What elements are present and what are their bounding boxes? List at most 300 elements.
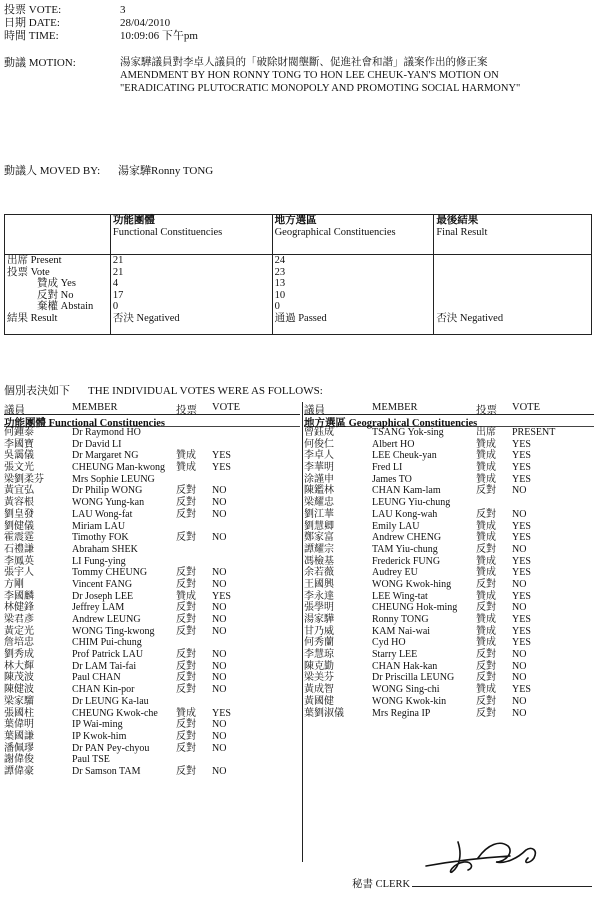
member-name-en: Jeffrey LAM [72,602,125,614]
member-row [4,708,300,720]
member-name-en: Dr Priscilla LEUNG [372,672,455,684]
member-vote-zh: 贊成 [476,462,496,474]
member-row [304,649,594,661]
member-vote-en: NO [212,567,227,579]
member-name-en: WONG Yung-kan [72,497,145,509]
member-name-en: Paul TSE [72,754,110,766]
member-name-zh: 湯家驊 [304,614,334,625]
motion-label: 動議 MOTION: [4,57,76,69]
summary-body-row [5,255,592,335]
member-vote-zh: 反對 [176,684,196,696]
member-name-en: Mrs Regina IP [372,707,431,719]
member-name-zh: 李國寶 [4,438,34,450]
header-vote-zh: 投票 [176,405,197,416]
individual-votes-table [4,402,592,862]
member-vote-zh: 反對 [176,672,196,684]
motion-title-en-2: "ERADICATING PLUTOCRATIC MONOPOLY AND PROMOTING SOCIAL HARMONY" [120,83,521,94]
member-vote-en: YES [512,438,531,450]
member-name-zh: 甘乃威 [304,625,334,637]
member-vote-zh: 出席 [476,427,496,438]
member-row [304,567,594,579]
member-vote-en: YES [512,555,531,567]
member-row [304,497,594,509]
member-vote-en: PRESENT [512,427,556,438]
member-vote-en: YES [212,707,231,719]
member-vote-en: NO [212,742,227,754]
member-vote-en: NO [512,649,527,661]
member-row [304,462,594,474]
member-vote-zh: 反對 [476,660,496,672]
member-vote-en: NO [212,730,227,742]
member-row [304,474,594,486]
member-name-zh: 劉秀成 [4,649,34,661]
member-vote-en: YES [512,532,531,544]
member-vote-en: NO [212,485,227,497]
member-vote-en: YES [212,450,231,462]
member-row [4,579,300,591]
header-member-zh: 議員 [304,405,325,416]
member-vote-en: YES [512,462,531,474]
member-name-zh: 何鍾泰 [4,427,34,438]
row-label-no: 反對 No [37,289,74,301]
member-name-zh: 李卓人 [304,450,334,462]
fc-present: 21 [112,255,124,266]
header-member-zh: 議員 [4,405,25,416]
member-name-en: LI Fung-ying [72,555,126,567]
member-name-zh: 馮檢基 [304,555,334,567]
gc-vote: 23 [274,266,286,278]
member-vote-en: YES [512,450,531,462]
member-name-zh: 劉健儀 [4,520,34,532]
member-row [4,509,300,521]
member-name-en: TSANG Yok-sing [372,427,444,438]
clerk-signature [418,828,548,878]
member-vote-zh: 贊成 [476,438,496,450]
member-name-zh: 劉江華 [304,508,334,520]
member-name-zh: 余若薇 [304,567,334,579]
gc-header-en: Geographical Constituencies [274,226,396,238]
member-name-en: WONG Ting-kwong [72,625,155,637]
member-name-en: WONG Sing-chi [372,684,440,696]
member-row [4,661,300,673]
member-vote-en: NO [512,543,527,555]
member-row [304,708,594,720]
member-vote-en: YES [512,473,531,485]
member-row [304,532,594,544]
member-name-en: Dr Margaret NG [72,450,139,462]
member-vote-zh: 贊成 [476,555,496,567]
row-label-abstain: 棄權 Abstain [37,301,94,312]
member-name-zh: 陳克勤 [304,660,334,672]
member-row [4,474,300,486]
member-row [4,544,300,556]
member-row [304,439,594,451]
member-name-zh: 梁耀忠 [304,497,334,509]
member-row [4,614,300,626]
member-vote-en: NO [212,578,227,590]
member-name-en: IP Wai-ming [72,719,123,731]
date-value: 28/04/2010 [120,17,171,29]
member-name-zh: 黃成智 [304,684,334,696]
member-vote-zh: 反對 [176,765,196,777]
fc-votes-header [4,402,300,415]
member-name-zh: 葉國謙 [4,730,34,742]
member-vote-zh: 贊成 [476,520,496,532]
gc-member-list [304,427,594,719]
gc-result: 通過 Passed [274,312,327,324]
member-vote-zh: 贊成 [476,637,496,649]
member-name-zh: 譚耀宗 [304,543,334,555]
vote-number-label: 投票 VOTE: [4,4,62,16]
clerk-signature-line [412,886,592,887]
summary-corner [5,215,111,255]
summary-header-row [5,215,592,255]
member-name-zh: 黃容根 [4,497,34,509]
member-vote-en: NO [212,672,227,684]
member-row [4,462,300,474]
gc-values [272,255,434,335]
member-name-zh: 李永達 [304,590,334,602]
member-row [304,579,594,591]
member-row [4,626,300,638]
member-name-zh: 譚偉豪 [4,765,34,777]
final-spacer [436,255,589,313]
member-vote-en: NO [212,719,227,731]
member-name-en: Dr LEUNG Ka-lau [72,695,149,707]
member-row [304,544,594,556]
row-label-yes: 贊成 Yes [37,278,76,289]
vote-number-value: 3 [120,4,126,16]
member-name-zh: 陳健波 [4,684,34,696]
member-name-en: Dr PAN Pey-chyou [72,742,150,754]
member-vote-zh: 贊成 [176,707,196,719]
member-name-zh: 劉皇發 [4,508,34,520]
member-name-zh: 方剛 [4,578,24,590]
member-row [4,719,300,731]
motion-title-en-1: AMENDMENT BY HON RONNY TONG TO HON LEE CHEUK-YAN'S MOTION ON [120,70,499,81]
fc-no: 17 [112,289,124,301]
member-name-en: Dr Raymond HO [72,427,141,438]
member-name-en: Prof Patrick LAU [72,649,144,661]
member-name-zh: 黃宜弘 [4,485,34,497]
member-row [4,521,300,533]
member-name-zh: 張宇人 [4,567,34,579]
member-vote-zh: 反對 [476,695,496,707]
header-member-en: MEMBER [72,402,118,413]
member-vote-zh: 反對 [176,532,196,544]
member-name-zh: 涂謹申 [304,473,334,485]
member-vote-en: NO [512,485,527,497]
member-name-en: LEE Wing-tat [372,590,428,602]
member-name-en: WONG Kwok-hing [372,578,452,590]
member-row [304,696,594,708]
member-name-en: CHAN Hak-kan [372,660,438,672]
member-vote-zh: 反對 [176,497,196,509]
member-name-en: Timothy FOK [72,532,129,544]
member-vote-zh: 反對 [476,578,496,590]
final-result: 否決 Negatived [436,312,504,324]
member-vote-zh: 反對 [176,719,196,731]
member-name-zh: 張國柱 [4,707,34,719]
gc-yes: 13 [274,278,286,289]
individual-votes-title-zh: 個別表決如下 [4,385,70,397]
summary-row-labels [5,255,111,335]
member-row [304,591,594,603]
member-vote-en: NO [512,508,527,520]
member-name-en: Ronny TONG [372,614,429,625]
member-name-zh: 曾鈺成 [304,427,334,438]
column-divider [302,402,303,862]
fc-result: 否決 Negatived [112,312,180,324]
fc-header-zh: 功能團體 [112,215,155,226]
member-vote-zh: 反對 [476,672,496,684]
member-vote-en: NO [212,614,227,625]
member-vote-en: YES [512,590,531,602]
gc-votes-header [304,402,594,415]
moved-by-value: 湯家驊Ronny TONG [118,165,214,177]
member-name-en: Dr LAM Tai-fai [72,660,137,672]
member-vote-en: NO [512,578,527,590]
member-vote-en: YES [212,462,231,474]
gc-votes-column [304,402,594,719]
member-row [4,696,300,708]
header-member-en: MEMBER [372,402,418,413]
header-vote-en: VOTE [212,402,240,413]
member-vote-zh: 贊成 [476,450,496,462]
member-vote-zh: 贊成 [476,590,496,602]
row-label-present: 出席 Present [7,255,62,266]
member-vote-zh: 反對 [176,567,196,579]
member-name-en: Andrew CHENG [372,532,442,544]
member-vote-zh: 贊成 [176,450,196,462]
member-name-zh: 鄭家富 [304,532,334,544]
member-row [304,450,594,462]
member-vote-zh: 反對 [176,730,196,742]
gc-no: 10 [274,289,286,301]
summary-table [4,214,592,335]
row-label-vote: 投票 Vote [7,266,50,278]
member-vote-en: YES [512,614,531,625]
member-name-en: LEUNG Yiu-chung [372,497,451,509]
member-name-zh: 李華明 [304,462,334,474]
member-vote-en: NO [212,532,227,544]
member-vote-zh: 反對 [476,707,496,719]
member-row [304,684,594,696]
member-name-zh: 李鳳英 [4,555,34,567]
member-vote-zh: 反對 [476,602,496,614]
final-header-zh: 最後結果 [436,215,479,226]
member-vote-zh: 反對 [176,508,196,520]
member-name-zh: 李國麟 [4,590,34,602]
member-vote-zh: 贊成 [476,684,496,696]
gc-column-header [272,215,434,255]
member-row [304,556,594,568]
member-row [4,450,300,462]
member-name-zh: 黃國健 [304,695,334,707]
member-name-en: Miriam LAU [72,520,126,532]
fc-values [110,255,272,335]
member-vote-zh: 反對 [176,625,196,637]
member-row [4,427,300,439]
member-name-zh: 何秀蘭 [304,637,334,649]
member-name-en: LEE Cheuk-yan [372,450,437,462]
member-vote-zh: 反對 [476,543,496,555]
member-vote-en: YES [512,625,531,637]
member-row [304,485,594,497]
member-name-zh: 葉偉明 [4,719,34,731]
member-vote-en: NO [212,660,227,672]
member-row [304,661,594,673]
member-vote-zh: 反對 [176,602,196,614]
member-vote-zh: 贊成 [476,567,496,579]
member-row [4,672,300,684]
member-row [4,532,300,544]
member-vote-en: NO [212,649,227,661]
header-vote-en: VOTE [512,402,540,413]
member-name-zh: 劉慧卿 [304,520,334,532]
member-vote-en: NO [212,497,227,509]
member-vote-en: YES [212,590,231,602]
individual-votes-title-en: THE INDIVIDUAL VOTES WERE AS FOLLOWS: [88,385,323,397]
member-name-en: LAU Kong-wah [372,508,438,520]
member-name-en: CHAN Kin-por [72,684,135,696]
member-name-en: KAM Nai-wai [372,625,431,637]
member-name-zh: 陳鑑林 [304,485,334,497]
member-row [304,521,594,533]
member-name-en: CHEUNG Man-kwong [72,462,166,474]
member-name-zh: 林健鋒 [4,602,34,614]
member-vote-en: NO [212,765,227,777]
member-name-zh: 潘佩璆 [4,742,34,754]
member-name-en: Fred LI [372,462,403,474]
member-vote-en: NO [512,672,527,684]
member-name-en: Cyd HO [372,637,406,649]
member-name-en: Dr Samson TAM [72,765,141,777]
member-name-zh: 陳茂波 [4,672,34,684]
member-vote-zh: 贊成 [176,462,196,474]
moved-by-label: 動議人 MOVED BY: [4,165,101,177]
member-row [4,684,300,696]
member-name-zh: 黃定光 [4,625,34,637]
member-row [304,626,594,638]
member-name-zh: 謝偉俊 [4,754,34,766]
final-column-header [434,215,592,255]
member-vote-en: YES [512,637,531,649]
fc-column-header [110,215,272,255]
member-vote-zh: 贊成 [476,532,496,544]
member-vote-zh: 反對 [176,649,196,661]
member-row [4,567,300,579]
member-name-zh: 石禮謙 [4,543,34,555]
member-row [4,485,300,497]
member-name-en: CHEUNG Hok-ming [372,602,458,614]
member-name-en: WONG Kwok-kin [372,695,447,707]
member-name-en: Vincent FANG [72,578,133,590]
member-name-en: Audrey EU [372,567,418,579]
member-name-zh: 林大輝 [4,660,34,672]
member-row [4,439,300,451]
member-vote-en: YES [512,684,531,696]
time-value: 10:09:06 下午pm [120,30,198,42]
member-name-en: TAM Yiu-chung [372,543,438,555]
member-name-en: Paul CHAN [72,672,121,684]
gc-header-zh: 地方選區 [274,215,317,226]
member-vote-zh: 反對 [176,485,196,497]
member-name-en: LAU Wong-fat [72,508,133,520]
gc-section-title: 地方選區 Geographical Constituencies [304,415,594,427]
time-label: 時間 TIME: [4,30,59,42]
member-row [304,672,594,684]
member-vote-zh: 反對 [476,485,496,497]
member-name-zh: 梁君彥 [4,614,34,625]
member-vote-en: NO [212,684,227,696]
member-vote-zh: 贊成 [476,614,496,625]
member-vote-en: NO [512,660,527,672]
member-row [304,427,594,439]
final-header-en: Final Result [436,226,488,238]
member-name-en: Albert HO [372,438,415,450]
member-vote-zh: 反對 [476,649,496,661]
final-values [434,255,592,335]
member-vote-en: NO [212,508,227,520]
fc-header-en: Functional Constituencies [112,226,223,238]
member-name-zh: 梁家騮 [4,695,34,707]
member-row [4,637,300,649]
member-vote-en: NO [512,707,527,719]
member-vote-en: YES [512,567,531,579]
member-row [4,731,300,743]
member-vote-zh: 反對 [176,614,196,625]
member-name-zh: 梁美芬 [304,672,334,684]
member-name-en: IP Kwok-him [72,730,127,742]
member-name-en: Tommy CHEUNG [72,567,148,579]
member-name-en: Abraham SHEK [72,543,138,555]
gc-abstain: 0 [274,301,280,312]
member-name-en: Frederick FUNG [372,555,441,567]
member-vote-en: NO [512,695,527,707]
member-name-zh: 李慧琼 [304,649,334,661]
member-row [304,602,594,614]
member-name-en: Starry LEE [372,649,418,661]
clerk-label: 秘書 CLERK [352,879,411,890]
member-name-zh: 霍震霆 [4,532,34,544]
member-name-zh: 吳靄儀 [4,450,34,462]
gc-present: 24 [274,255,286,266]
member-name-zh: 詹培忠 [4,637,34,649]
member-name-en: CHAN Kam-lam [372,485,441,497]
member-row [304,637,594,649]
member-name-en: Dr Joseph LEE [72,590,134,602]
member-vote-zh: 贊成 [176,590,196,602]
member-vote-zh: 贊成 [476,625,496,637]
member-name-zh: 何俊仁 [304,438,334,450]
member-name-zh: 張文光 [4,462,34,474]
member-vote-zh: 反對 [176,742,196,754]
date-label: 日期 DATE: [4,17,60,29]
member-vote-zh: 反對 [476,508,496,520]
member-name-zh: 張學明 [304,602,334,614]
member-vote-en: YES [512,520,531,532]
member-row [304,509,594,521]
member-row [4,497,300,509]
member-name-en: CHIM Pui-chung [72,637,142,649]
fc-section-title: 功能團體 Functional Constituencies [4,415,300,427]
member-name-zh: 梁劉柔芬 [4,473,44,485]
member-name-en: Andrew LEUNG [72,614,141,625]
fc-votes-column [4,402,300,778]
member-name-en: Emily LAU [372,520,420,532]
member-row [4,602,300,614]
